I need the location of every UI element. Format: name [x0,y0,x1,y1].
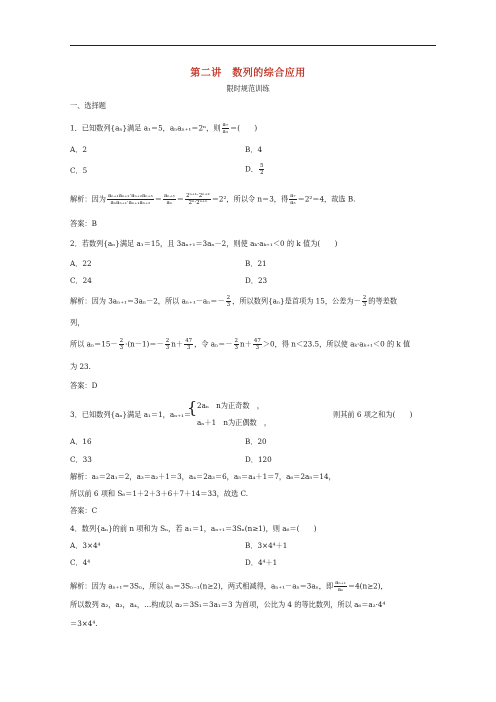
header-rule [70,45,436,46]
q2-analysis-line4: 为 23. [70,362,91,371]
q2-option-b: B．21 [245,259,267,268]
q3-stem: 3．已知数列{aₙ}满足 a₁＝1，aₙ₊₁＝ [70,410,192,419]
q3-analysis-line1: 解析：a₂＝2a₁＝2，a₃＝a₂＋1＝3，a₄＝2a₃＝6，a₅＝a₄＋1＝7，a₆＝2a₅＝14， [70,472,336,481]
q3-option-c: C．33 [70,455,92,464]
q2-option-a: A．22 [70,259,92,268]
q4-option-c: C．4⁴ [70,558,91,567]
page-subtitle: 限时规范训练 [226,84,270,93]
q3-analysis-line2: 所以前 6 项和 S₆＝1＋2＋3＋6＋7＋14＝33，故选 C. [70,489,249,498]
q2-stem: 2．若数列{aₙ}满足 a₁＝15，且 3aₙ₊₁＝3aₙ－2，则使 aₖ·aₖ₊₁＜0 的 k 值为( ) [70,239,338,248]
q4-option-b: B．3×4⁴＋1 [245,541,288,550]
page-title: 第二讲 数列的综合应用 [190,68,306,79]
section-heading: 一、选择题 [70,101,106,110]
q1-option-c: C．5 [70,166,88,175]
q3-case-even: aₙ＋1 n为正偶数 ， [197,418,272,427]
q2-answer: 答案：D [70,381,98,390]
q1-option-b: B．4 [245,145,263,154]
q1-analysis: 解析：因为 $\frac{\text{aₙ₊₁aₙ₊₂·aₙ₊₂aₙ₊₃}}{\text{aₙaₙ₊₁·aₙ₊₁aₙ₊₂}}$ ＝ $\frac{\text{aₙ₊₃}}{\text{aₙ}}$ ＝ $\frac{\text{2ⁿ⁺¹·2ⁿ⁺²}}{\text{2ⁿ·2ⁿ⁺¹}}$ ＝2²，所以令 n＝3，得 $\frac{\text{a₇}}{\text{a₃}}$ ＝2²＝4，故选 B. [70,193,356,206]
q3-answer: 答案：C [70,506,98,515]
q4-analysis-line1: 解析：因为 aₙ₊₁＝3Sₙ，所以 aₙ＝3Sₙ₋₁(n≥2)，两式相减得，aₙ₊₁－aₙ＝3aₙ，即 $\frac{\text{aₙ₊₁}}{\text{aₙ}}$ ＝4(n≥2)， [70,580,388,593]
q2-analysis-line3: 所以 aₙ＝15－ $\frac{2}{3}$ ·(n－1)＝－ $\frac{2}{3}$ n＋ $\frac{47}{3}$ ，令 aₙ＝－ $\frac{2}{3}$ n＋ $\frac{47}{3}$ ＞0，得 n＜23.5，所以使 aₖ·aₖ₊₁＜0 的 k 值 [70,338,411,351]
q1-fraction: $\frac{\text{a₇}}{\text{a₃}}$ [222,122,229,135]
q3-option-d: D．120 [245,455,272,464]
q3-option-a: A．16 [70,437,92,446]
q3-brace: { [187,398,198,417]
q2-option-c: C．24 [70,276,92,285]
q2-analysis-line1: 解析：因为 3aₙ₊₁＝3aₙ－2，所以 aₙ₊₁－aₙ＝－ $\frac{2}{3}$ ，所以数列{aₙ}是首项为 15，公差为－ $\frac{2}{3}$ 的等差数 [70,295,398,308]
q2-analysis-line2: 列， [70,318,85,327]
q1-option-a: A．2 [70,145,87,154]
q3-stem-tail: 则其前 6 项之和为( ) [333,410,413,419]
q3-option-b: B．20 [245,437,267,446]
q4-option-d: D．4⁴＋1 [245,558,278,567]
q4-analysis-line3: ＝3×4⁴. [70,619,98,628]
q4-analysis-line2: 所以数列 a₂，a₃，a₄，…构成以 a₂＝3S₁＝3a₁＝3 为首项，公比为 4 的等比数列，所以 a₆＝a₂·4⁴ [70,600,386,609]
q1-answer: 答案：B [70,219,97,228]
q1-option-d: D． $\frac{5}{2}$ [245,163,264,176]
q3-case-odd: 2aₙ n为正奇数 ， [197,401,264,410]
q2-option-d: D．23 [245,276,268,285]
q4-option-a: A．3×4⁴ [70,541,101,550]
q4-stem: 4．数列{aₙ}的前 n 项和为 Sₙ，若 a₁＝1，aₙ₊₁＝3Sₙ(n≥1)，则 a₆＝( ) [70,524,317,533]
q1-stem: 1．已知数列{aₙ}满足 a₁＝5，aₙaₙ₊₁＝2ⁿ，则 $\frac{\text{a₇}}{\text{a₃}}$ ＝( ) [70,122,258,135]
